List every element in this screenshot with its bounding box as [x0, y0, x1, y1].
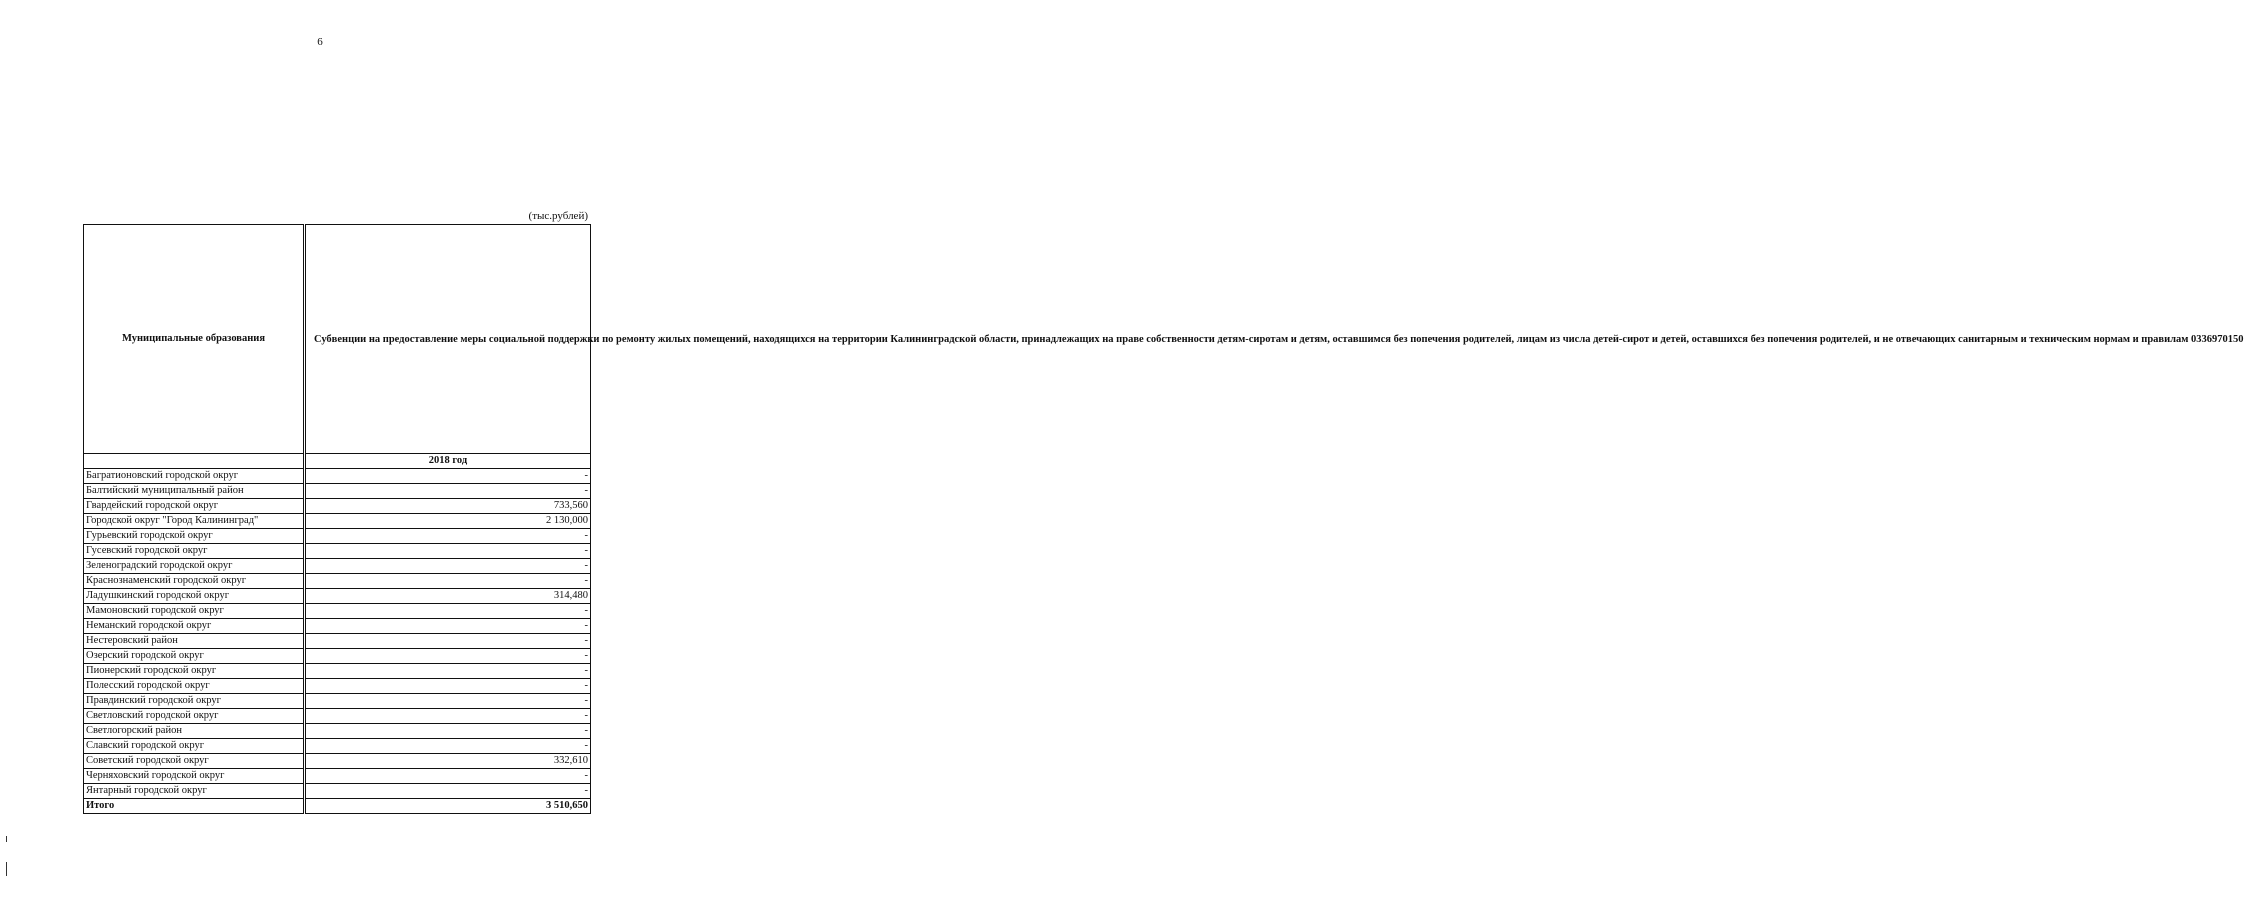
subsidy-value: -	[305, 724, 591, 739]
subsidy-value: 733,560	[305, 499, 591, 514]
table-row	[84, 784, 591, 799]
subsidy-table	[83, 224, 2244, 814]
table-row	[84, 529, 591, 544]
municipality-name: Балтийский муниципальный район	[84, 484, 305, 499]
total-value: 3 510,650	[305, 799, 591, 814]
municipality-name: Полесский городской округ	[84, 679, 305, 694]
municipality-name: Янтарный городской округ	[84, 784, 305, 799]
municipality-name: Нестеровский район	[84, 634, 305, 649]
municipality-name: Зеленоградский городской округ	[84, 559, 305, 574]
municipality-name: Черняховский городской округ	[84, 769, 305, 784]
subsidy-value: -	[305, 709, 591, 724]
margin-mark	[6, 836, 7, 842]
page-number: 6	[317, 36, 323, 48]
table-row	[84, 679, 591, 694]
table-row	[84, 514, 591, 529]
municipality-name: Озерский городской округ	[84, 649, 305, 664]
subsidy-value: -	[305, 739, 591, 754]
table-row	[84, 559, 591, 574]
municipality-name: Гурьевский городской округ	[84, 529, 305, 544]
municipality-name: Славский городской округ	[84, 739, 305, 754]
table-row	[84, 574, 591, 589]
table-row	[84, 604, 591, 619]
column-header-subsidy-text: Субвенции на предоставление меры социальной поддержки по ремонту жилых помещений, находящихся на территории Калининградской области, принадлежащих на праве собственности детям-сиротам и детям, оставшимся без попечения родителей, лицам из числа детей-сирот и детей, оставшихся без попечения родителей, и не отвечающих санитарным и техническим нормам и правилам 0336970150	[314, 333, 2244, 345]
year-header: 2018 год	[305, 454, 591, 469]
subsidy-value: -	[305, 469, 591, 484]
municipality-name: Мамоновский городской округ	[84, 604, 305, 619]
subsidy-value: -	[305, 544, 591, 559]
subsidy-value: -	[305, 784, 591, 799]
subsidy-value: -	[305, 619, 591, 634]
subsidy-value: -	[305, 529, 591, 544]
units-label: (тыс.рублей)	[528, 210, 588, 222]
subsidy-value: 2 130,000	[305, 514, 591, 529]
table-row	[84, 664, 591, 679]
municipality-name: Правдинский городской округ	[84, 694, 305, 709]
table-row	[84, 589, 591, 604]
year-header-blank	[84, 454, 305, 469]
table-row	[84, 469, 591, 484]
total-row	[84, 799, 591, 814]
municipality-name: Светлогорский район	[84, 724, 305, 739]
year-header-row	[84, 454, 591, 469]
table-row	[84, 724, 591, 739]
table-row	[84, 709, 591, 724]
table-row	[84, 769, 591, 784]
subsidy-value: -	[305, 604, 591, 619]
table-row	[84, 739, 591, 754]
table-header-row	[84, 225, 591, 454]
table-row	[84, 484, 591, 499]
subsidy-value: -	[305, 679, 591, 694]
subsidy-value: -	[305, 574, 591, 589]
column-header-subsidy	[305, 225, 2244, 454]
municipality-name: Ладушкинский городской округ	[84, 589, 305, 604]
subsidy-value: -	[305, 694, 591, 709]
table-row	[84, 619, 591, 634]
table-row	[84, 634, 591, 649]
municipality-name: Гвардейский городской округ	[84, 499, 305, 514]
column-header-municipalities: Муниципальные образования	[84, 225, 305, 454]
subsidy-value: 332,610	[305, 754, 591, 769]
table-body	[84, 469, 591, 814]
municipality-name: Багратионовский городской округ	[84, 469, 305, 484]
municipality-name: Городской округ "Город Калининград"	[84, 514, 305, 529]
subsidy-value: -	[305, 769, 591, 784]
municipality-name: Пионерский городской округ	[84, 664, 305, 679]
table-row	[84, 694, 591, 709]
subsidy-value: -	[305, 484, 591, 499]
table-row	[84, 649, 591, 664]
subsidy-value: -	[305, 649, 591, 664]
table-row	[84, 499, 591, 514]
municipality-name: Советский городской округ	[84, 754, 305, 769]
municipality-name: Светловский городской округ	[84, 709, 305, 724]
municipality-name: Неманский городской округ	[84, 619, 305, 634]
subsidy-value: 314,480	[305, 589, 591, 604]
municipality-name: Гусевский городской округ	[84, 544, 305, 559]
municipality-name: Краснознаменский городской округ	[84, 574, 305, 589]
table-row	[84, 544, 591, 559]
total-label: Итого	[84, 799, 305, 814]
table-row	[84, 754, 591, 769]
margin-mark	[6, 862, 7, 876]
subsidy-value: -	[305, 559, 591, 574]
subsidy-value: -	[305, 664, 591, 679]
subsidy-value: -	[305, 634, 591, 649]
